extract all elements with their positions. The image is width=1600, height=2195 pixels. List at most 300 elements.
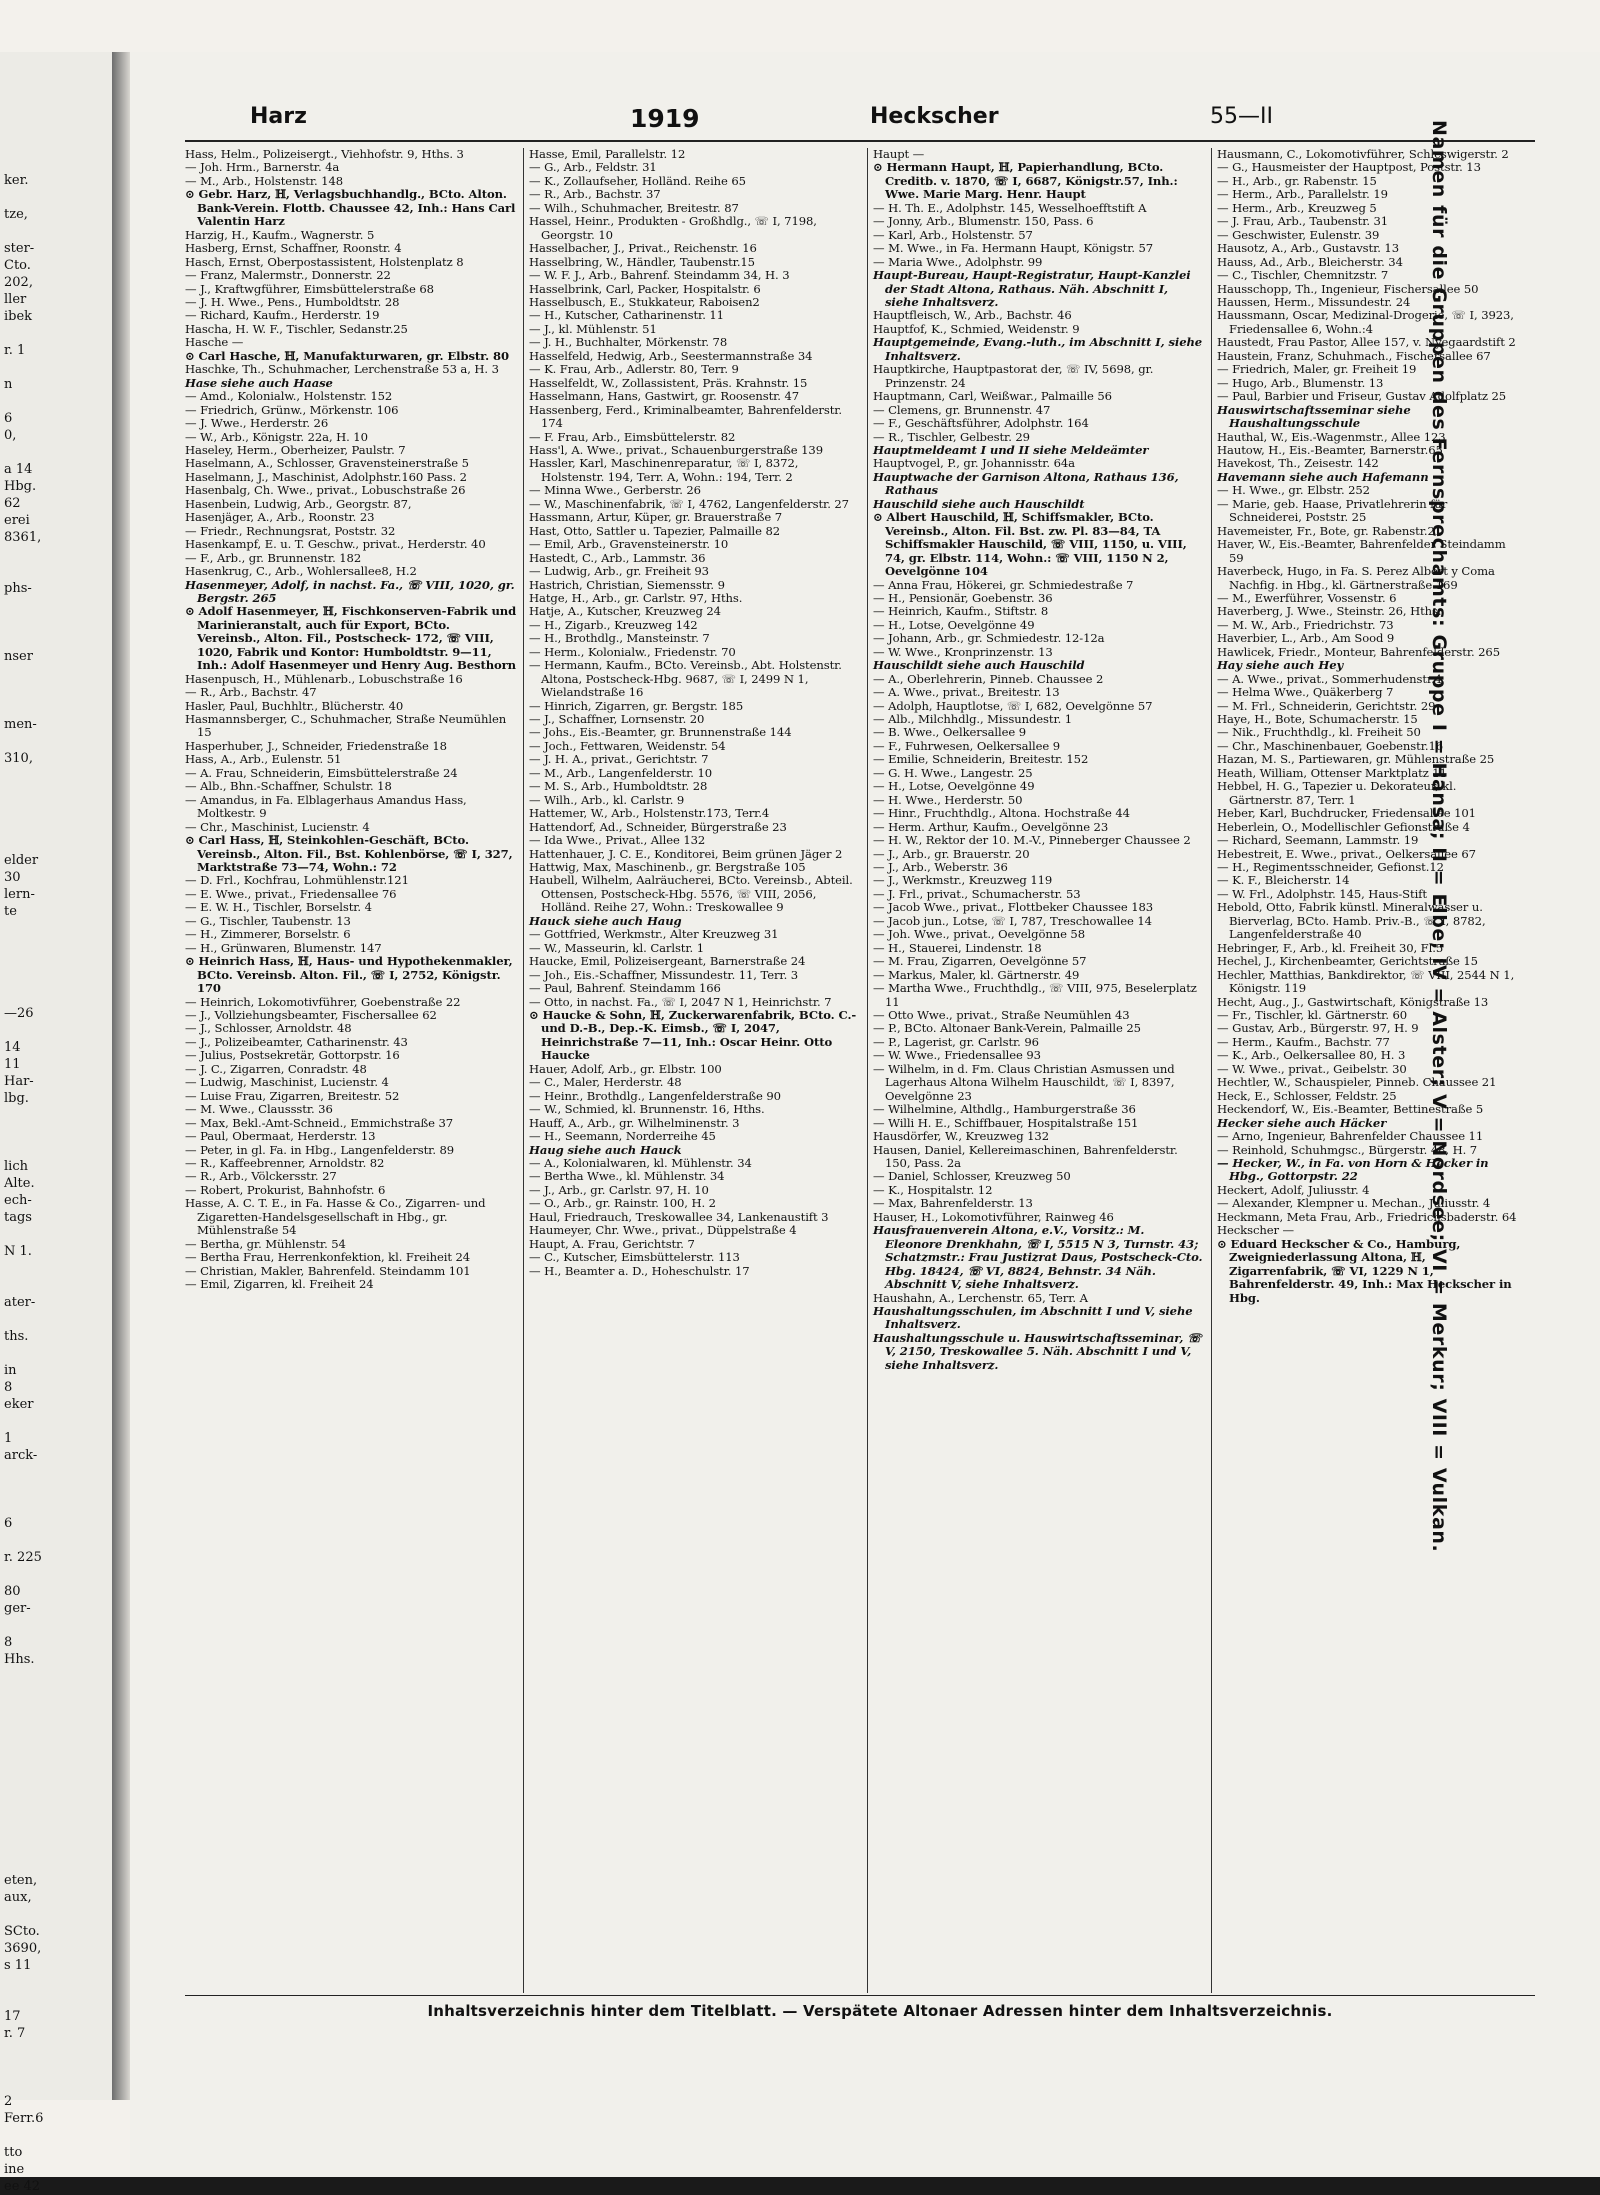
directory-entry: Hast, Otto, Sattler u. Tapezier, Palmaille 82 xyxy=(529,523,781,538)
directory-entry: Hauptgemeinde, Evang.-luth., im Abschnitt I, siehe Inhaltsverz. xyxy=(873,335,1203,363)
previous-page-fragment xyxy=(4,988,108,1005)
previous-page-fragment: Har- xyxy=(4,1074,34,1089)
directory-entry: Hasenkampf, E. u. T. Geschw., privat., Herderstr. 40 xyxy=(185,537,486,552)
exchange-group-legend: Namen für die Gruppen des Fernsprechamts: Gruppe I = Hansa; II = Elbe; IV = Alster; V = Nordsee; VI = Merkur; VIII = Vulkan. xyxy=(1428,120,1450,1553)
directory-entry: Hausen, Daniel, Kellereimaschinen, Bahrenfelderstr. 150, Pass. 2a xyxy=(873,1142,1178,1170)
directory-entry: — J., Werkmstr., Kreuzweg 119 xyxy=(873,873,1053,888)
directory-entry: Haupt — xyxy=(873,147,925,161)
directory-entry: — Richard, Seemann, Lammstr. 19 xyxy=(1217,833,1419,848)
directory-entry: ⊙ Carl Hasche, ℍ, Manufakturwaren, gr. Elbstr. 80 xyxy=(185,348,509,363)
previous-page-fragment: a 14 xyxy=(4,462,33,477)
directory-entry: Hauptmann, Carl, Weißwar., Palmaille 56 xyxy=(873,389,1112,404)
directory-entry: — H., Seemann, Norderreihe 45 xyxy=(529,1129,716,1144)
directory-entry: Hattenhauer, J. C. E., Konditorei, Beim grünen Jäger 2 xyxy=(529,846,843,861)
directory-entry: Havekost, Th., Zeisestr. 142 xyxy=(1217,456,1379,471)
previous-page-fragment xyxy=(4,1107,108,1124)
page-number: 55—II xyxy=(1210,104,1273,129)
directory-entry: — Ludwig, Arb., gr. Freiheit 93 xyxy=(529,564,709,579)
directory-entry: Hassmann, Artur, Küper, gr. Brauerstraße 7 xyxy=(529,510,783,525)
directory-entry: Haverberg, J. Wwe., Steinstr. 26, Hths. xyxy=(1217,604,1442,619)
previous-page-fragment xyxy=(4,1906,108,1923)
directory-entry: — Jacob jun., Lotse, ☏ I, 787, Treschowallee 14 xyxy=(873,913,1152,928)
previous-page-fragment: men- xyxy=(4,717,37,732)
directory-entry: — A. Frau, Schneiderin, Eimsbüttelerstraße 24 xyxy=(185,765,458,780)
directory-entry: — Chr., Maschinenbauer, Goebenstr.16 xyxy=(1217,738,1444,753)
directory-entry: Hasenbalg, Ch. Wwe., privat., Lobuschstraße 26 xyxy=(185,483,466,498)
directory-entry: — Bertha Frau, Herrenkonfektion, kl. Freiheit 24 xyxy=(185,1250,471,1265)
directory-entry: — Herm., Kolonialw., Friedenstr. 70 xyxy=(529,644,736,659)
directory-entry: — Herm., Arb., Kreuzweg 5 xyxy=(1217,200,1377,215)
previous-page-fragment: Cto. xyxy=(4,258,31,273)
previous-page-fragment xyxy=(4,1974,108,1991)
directory-entry: — F., Arb., gr. Brunnenstr. 182 xyxy=(185,550,362,565)
directory-entry: — Heinrich, Lokomotivführer, Goebenstraße 22 xyxy=(185,994,461,1009)
previous-page-fragment xyxy=(4,1787,108,1804)
directory-entry: — A. Wwe., privat., Sommerhudenstr.4 xyxy=(1217,671,1442,686)
directory-entry: — Heinrich, Kaufm., Stiftstr. 8 xyxy=(873,604,1049,619)
directory-entry: Hasselbrink, Carl, Packer, Hospitalstr. 6 xyxy=(529,281,761,296)
directory-entry: Heckendorf, W., Eis.-Beamter, Bettinestraße 5 xyxy=(1217,1102,1484,1117)
previous-page-fragment: 310, xyxy=(4,751,33,766)
directory-entry: — Wilhelm, in d. Fm. Claus Christian Asmussen und Lagerhaus Altona Wilhelm Hauschildt, ☏ I, 8397, Oevelgönne 23 xyxy=(873,1061,1175,1103)
previous-page-fragment: 6 xyxy=(4,411,13,426)
directory-entry: Hauschildt siehe auch Hauschild xyxy=(873,658,1085,673)
directory-entry: Haverbeck, Hugo, in Fa. S. Perez Albert y Coma Nachfig. in Hbg., kl. Gärtnerstraße 169 xyxy=(1217,564,1495,592)
directory-entry: — Alb., Milchhdlg., Missundestr. 1 xyxy=(873,712,1073,727)
directory-entry: — Franz, Malermstr., Donnerstr. 22 xyxy=(185,268,391,283)
directory-entry: — E. W. H., Tischler, Borselstr. 4 xyxy=(185,900,372,915)
directory-entry: Hassel, Heinr., Produkten - Großhdlg., ☏ I, 7198, Georgstr. 10 xyxy=(529,214,817,242)
directory-entry: — Hinr., Fruchthdlg., Altona. Hochstraße 44 xyxy=(873,806,1130,821)
directory-column-2 xyxy=(529,148,861,1993)
previous-page-fragment xyxy=(4,665,108,682)
directory-entry: Hasenmeyer, Adolf, in nachst. Fa., ☏ VIII, 1020, gr. Bergstr. 265 xyxy=(185,577,515,605)
previous-page-fragment: nser xyxy=(4,649,33,664)
directory-entry: — Friedr., Rechnungsrat, Poststr. 32 xyxy=(185,523,396,538)
directory-entry: Haushahn, A., Lerchenstr. 65, Terr. A xyxy=(873,1290,1088,1305)
directory-entry: — Ida Wwe., Privat., Allee 132 xyxy=(529,833,706,848)
previous-page-fragment: ater- xyxy=(4,1295,36,1310)
previous-page-fragment xyxy=(4,563,108,580)
directory-entry: Hass, A., Arb., Eulenstr. 51 xyxy=(185,752,342,767)
directory-column-3 xyxy=(873,148,1205,1993)
previous-page-fragment: te xyxy=(4,904,17,919)
directory-entry: Hauthal, W., Eis.-Wagenmstr., Allee 123 xyxy=(1217,429,1446,444)
directory-entry: — G., Tischler, Taubenstr. 13 xyxy=(185,913,351,928)
previous-page-fragment xyxy=(4,1719,108,1736)
previous-page-fragment xyxy=(4,1464,108,1481)
directory-entry: — R., Tischler, Gelbestr. 29 xyxy=(873,429,1030,444)
footer-rule xyxy=(185,1995,1535,1996)
directory-entry: — D. Frl., Kochfrau, Lohmühlenstr.121 xyxy=(185,873,409,888)
directory-entry: — Joh., Eis.-Schaffner, Missundestr. 11, Terr. 3 xyxy=(529,967,799,982)
directory-entry: Hecker siehe auch Häcker xyxy=(1217,1115,1387,1130)
previous-page-fragment xyxy=(4,1277,108,1294)
directory-entry: Hascha, H. W. F., Tischler, Sedanstr.25 xyxy=(185,321,408,336)
directory-entry: — W., Masseurin, kl. Carlstr. 1 xyxy=(529,940,704,955)
directory-entry: — G. H. Wwe., Langestr. 25 xyxy=(873,765,1033,780)
directory-entry: — Alexander, Klempner u. Mechan., Juliusstr. 4 xyxy=(1217,1196,1491,1211)
directory-entry: — Gustav, Arb., Bürgerstr. 97, H. 9 xyxy=(1217,1021,1419,1036)
directory-entry: — Herm., Arb., Parallelstr. 19 xyxy=(1217,187,1388,202)
directory-entry: Haselmann, A., Schlosser, Gravensteinerstraße 5 xyxy=(185,456,469,471)
previous-page-fragment: 8 xyxy=(4,1635,13,1650)
directory-entry: — J. C., Zigarren, Conradstr. 48 xyxy=(185,1061,367,1076)
directory-entry: Hauschild siehe auch Hauschildt xyxy=(873,496,1085,511)
directory-entry: Haushaltungsschulen, im Abschnitt I und V, siehe Inhaltsverz. xyxy=(873,1303,1193,1332)
directory-entry: Hasche — xyxy=(185,335,244,350)
previous-page-fragment xyxy=(4,1481,108,1498)
previous-page-fragment: ech- xyxy=(4,1193,32,1208)
directory-entry: — A., Oberlehrerin, Pinneb. Chaussee 2 xyxy=(873,671,1104,686)
directory-entry: Haver, W., Eis.-Beamter, Bahrenfelder Steindamm 59 xyxy=(1217,537,1506,565)
directory-entry: Haustedt, Frau Pastor, Allee 157, v. Nyegaardstift 2 xyxy=(1217,335,1516,350)
directory-entry: Hasperhuber, J., Schneider, Friedenstraße 18 xyxy=(185,738,447,753)
directory-entry: — Emil, Zigarren, kl. Freiheit 24 xyxy=(185,1277,374,1292)
previous-page-fragment xyxy=(4,546,108,563)
directory-entry: Hautow, H., Eis.-Beamter, Barnerstr.65 xyxy=(1217,442,1443,457)
directory-entry: Haupt-Bureau, Haupt-Registratur, Haupt-Kanzlei der Stadt Altona, Rathaus. Näh. Abschnitt I, siehe Inhaltsverz. xyxy=(873,268,1191,309)
previous-page-fragment xyxy=(4,1124,108,1141)
directory-entry: Hausdörfer, W., Kreuzweg 132 xyxy=(873,1129,1049,1144)
previous-page-fragment xyxy=(4,1702,108,1719)
directory-entry: Havemeister, Fr., Bote, gr. Rabenstr.21 xyxy=(1217,523,1442,538)
previous-page-fragment xyxy=(4,223,108,240)
header-right-keyword: Heckscher xyxy=(870,104,999,129)
directory-entry: — K., Arb., Oelkersallee 80, H. 3 xyxy=(1217,1048,1406,1063)
directory-entry: — H., Kutscher, Catharinenstr. 11 xyxy=(529,308,724,323)
directory-entry: ⊙ Albert Hauschild, ℍ, Schiffsmakler, BCto. Vereinsb., Alton. Fil. Bst. zw. Pl. 83—84, TA Schiffsmakler Hauschild, ☏ VIII, 1150, u. VIII, 74, gr. Elbstr. 114, Wohn.: ☏ VIII, 1150 N 2, Oevelgönne 104 xyxy=(873,510,1187,579)
directory-entry: — J. H., Buchhalter, Mörkenstr. 78 xyxy=(529,335,728,350)
directory-entry: — Wilh., Schuhmacher, Breitestr. 87 xyxy=(529,200,739,215)
directory-entry: Hebbel, H. G., Tapezier u. Dekorateur, kl. Gärtnerstr. 87, Terr. 1 xyxy=(1217,779,1457,807)
previous-page-fragment: r. 225 xyxy=(4,1550,42,1565)
directory-entry: — Arno, Ingenieur, Bahrenfelder Chaussee 11 xyxy=(1217,1129,1484,1144)
previous-page-fragment: in xyxy=(4,1363,17,1378)
directory-entry: — Minna Wwe., Gerberstr. 26 xyxy=(529,483,701,498)
directory-entry: — M. Wwe., Claussstr. 36 xyxy=(185,1102,333,1117)
previous-page-fragment: tze, xyxy=(4,207,28,222)
directory-entry: — J., Arb., gr. Carlstr. 97, H. 10 xyxy=(529,1182,709,1197)
directory-entry: — J., Vollziehungsbeamter, Fischersallee 62 xyxy=(185,1008,437,1022)
directory-entry: Haussmann, Oscar, Medizinal-Drogerie, ☏ I, 3923, Friedensallee 6, Wohn.:4 xyxy=(1217,308,1514,336)
previous-page-fragment: ths. xyxy=(4,1329,29,1344)
directory-entry: Hase siehe auch Haase xyxy=(185,375,333,390)
directory-entry: — Robert, Prokurist, Bahnhofstr. 6 xyxy=(185,1182,386,1197)
previous-page-fragment: eten, xyxy=(4,1873,38,1888)
previous-page-fragment: 2 xyxy=(4,2094,13,2109)
previous-page-fragment xyxy=(4,1838,108,1855)
previous-page-fragment xyxy=(4,801,108,818)
directory-entry: Heck, E., Schlosser, Feldstr. 25 xyxy=(1217,1088,1397,1103)
directory-entry: Hasselfeld, Hedwig, Arb., Seestermannstraße 34 xyxy=(529,348,813,363)
previous-page-fragment: ster- xyxy=(4,241,35,256)
directory-entry: — Amd., Kolonialw., Holstenstr. 152 xyxy=(185,389,393,404)
directory-entry: — Ludwig, Maschinist, Lucienstr. 4 xyxy=(185,1075,389,1090)
directory-entry: Haumeyer, Chr. Wwe., privat., Düppelstraße 4 xyxy=(529,1223,797,1238)
previous-page-fragment xyxy=(4,1022,108,1039)
directory-entry: — Markus, Maler, kl. Gärtnerstr. 49 xyxy=(873,967,1080,982)
directory-entry: — C., Tischler, Chemnitzstr. 7 xyxy=(1217,268,1389,283)
previous-page-fragment: r. 1 xyxy=(4,343,26,358)
directory-entry: Hauptfleisch, W., Arb., Bachstr. 46 xyxy=(873,308,1072,323)
directory-entry: Haselmann, J., Maschinist, Adolphstr.160 Pass. 2 xyxy=(185,469,467,484)
directory-entry: — Reinhold, Schuhmgsc., Bürgerstr. 48, H. 7 xyxy=(1217,1142,1478,1157)
previous-page-fragment xyxy=(4,2076,108,2093)
directory-entry: Hawlicek, Friedr., Monteur, Bahrenfelderstr. 265 xyxy=(1217,644,1500,659)
directory-entry: — H., Beamter a. D., Hoheschulstr. 17 xyxy=(529,1263,750,1278)
previous-page-fragment xyxy=(4,1668,108,1685)
previous-page-fragment: ibek xyxy=(4,309,33,324)
previous-page-fragment: ine xyxy=(4,2162,25,2177)
directory-entry: Heberlein, O., Modellischler Gefionstraße 4 xyxy=(1217,819,1470,834)
directory-entry: — Jacob Wwe., privat., Flottbeker Chaussee 183 xyxy=(873,900,1154,915)
directory-entry: — H., Zigarb., Kreuzweg 142 xyxy=(529,617,698,632)
directory-entry: — K., Zollaufseher, Holländ. Reihe 65 xyxy=(529,173,746,188)
directory-entry: — K. F., Bleicherstr. 14 xyxy=(1217,873,1350,888)
previous-page-fragment: 14 xyxy=(4,1040,21,1055)
directory-entry: — W. Frl., Adolphstr. 145, Haus-Stift xyxy=(1217,886,1427,901)
previous-page-fragment: Ferr.6 xyxy=(4,2111,44,2126)
directory-entry: Hasselbacher, J., Privat., Reichenstr. 16 xyxy=(529,241,757,256)
directory-entry: — Karl, Arb., Holstenstr. 57 xyxy=(873,227,1033,242)
directory-entry: Hasenkrug, C., Arb., Wohlersallee8, H.2 xyxy=(185,564,417,579)
previous-page-fragment: lern- xyxy=(4,887,35,902)
directory-entry: — Anna Frau, Hökerei, gr. Schmiedestraße 7 xyxy=(873,577,1134,592)
previous-page-fragment xyxy=(4,1141,108,1158)
directory-entry: Hasselbusch, E., Stukkateur, Raboisen2 xyxy=(529,294,760,309)
directory-entry: — Joh. Hrm., Barnerstr. 4a xyxy=(185,160,340,175)
directory-entry: — Maria Wwe., Adolphstr. 99 xyxy=(873,254,1043,269)
previous-page-fragment: tags xyxy=(4,1210,32,1225)
directory-entry: — Adolph, Hauptlotse, ☏ I, 682, Oevelgönne 57 xyxy=(873,698,1153,713)
previous-page-fragment xyxy=(4,835,108,852)
previous-page-fragment: 1 xyxy=(4,1431,13,1446)
directory-entry: — Paul, Bahrenf. Steindamm 166 xyxy=(529,981,721,996)
directory-entry: — Martha Wwe., Fruchthdlg., ☏ VIII, 975, Beselerplatz 11 xyxy=(873,981,1197,1009)
directory-entry: — H. Th. E., Adolphstr. 145, Wesselhoefftstift A xyxy=(873,200,1147,215)
directory-entry: — W. Wwe., privat., Geibelstr. 30 xyxy=(1217,1061,1407,1076)
directory-entry: — H., Grünwaren, Blumenstr. 147 xyxy=(185,940,382,955)
directory-entry: — Willi H. E., Schiffbauer, Hospitalstraße 151 xyxy=(873,1115,1139,1130)
directory-entry: — M., Arb., Holstenstr. 148 xyxy=(185,173,344,188)
directory-entry: — G., Hausmeister der Hauptpost, Poststr. 13 xyxy=(1217,160,1481,175)
directory-entry: Hauss, Ad., Arb., Bleicherstr. 34 xyxy=(1217,254,1403,269)
directory-entry: — H., Regimentsschneider, Gefionst.12 xyxy=(1217,860,1444,875)
directory-entry: Hasenjäger, A., Arb., Roonstr. 23 xyxy=(185,510,375,525)
directory-entry: — Richard, Kaufm., Herderstr. 19 xyxy=(185,308,380,323)
directory-entry: — Paul, Barbier und Friseur, Gustav Adolfplatz 25 xyxy=(1217,389,1507,404)
directory-entry: Hauff, A., Arb., gr. Wilhelminenstr. 3 xyxy=(529,1115,740,1130)
previous-page-fragment xyxy=(4,1821,108,1838)
directory-entry: ⊙ Haucke & Sohn, ℍ, Zuckerwarenfabrik, BCto. C.- und D.-B., Dep.-K. Eimsb., ☏ I, 2047, Heinrichstraße 7—11, Inh.: Oscar Heinr. Otto Haucke xyxy=(529,1008,857,1063)
previous-page-fragment xyxy=(4,1753,108,1770)
directory-entry: — Nik., Fruchthdlg., kl. Freiheit 50 xyxy=(1217,725,1421,740)
previous-page-fragment: r. 7 xyxy=(4,2026,26,2041)
directory-entry: ⊙ Eduard Heckscher & Co., Hamburg, Zweigniederlassung Altona, ℍ, Zigarrenfabrik, ☏ VI, 1229 N 1, Bahrenfelderstr. 49, Inh.: Max Heckscher in Hbg. xyxy=(1217,1236,1512,1305)
previous-page-fragment: phs- xyxy=(4,581,32,596)
previous-page-fragment xyxy=(4,699,108,716)
directory-entry: — W. Wwe., Friedensallee 93 xyxy=(873,1048,1041,1063)
directory-entry: — O., Arb., gr. Rainstr. 100, H. 2 xyxy=(529,1196,716,1211)
directory-entry: Hausotz, A., Arb., Gustavstr. 13 xyxy=(1217,241,1399,256)
directory-entry: — M. S., Arb., Humboldtstr. 28 xyxy=(529,779,708,794)
previous-page-edge xyxy=(0,52,114,2194)
directory-entry: — Christian, Makler, Bahrenfeld. Steindamm 101 xyxy=(185,1263,471,1278)
header-year: 1919 xyxy=(630,104,700,133)
previous-page-fragment xyxy=(4,954,108,971)
previous-page-fragment: 8 xyxy=(4,1380,13,1395)
directory-entry: — F., Geschäftsführer, Adolphstr. 164 xyxy=(873,416,1089,431)
directory-entry: Haye, H., Bote, Schumacherstr. 15 xyxy=(1217,712,1418,727)
directory-entry: Hastedt, C., Arb., Lammstr. 36 xyxy=(529,550,706,565)
directory-entry: Heckert, Adolf, Juliusstr. 4 xyxy=(1217,1182,1370,1197)
directory-entry: — Helma Wwe., Quäkerberg 7 xyxy=(1217,685,1394,700)
directory-entry: — H., Arb., gr. Rabenstr. 15 xyxy=(1217,173,1377,188)
previous-page-fragment xyxy=(4,1345,108,1362)
previous-page-fragment xyxy=(4,2059,108,2076)
previous-page-fragment: elder xyxy=(4,853,39,868)
side-margin-strip xyxy=(1400,120,1460,1960)
directory-entry: — Fr., Tischler, kl. Gärtnerstr. 60 xyxy=(1217,1008,1408,1022)
directory-entry: — H., Lotse, Oevelgönne 49 xyxy=(873,779,1035,794)
previous-page-fragment: lich xyxy=(4,1159,28,1174)
directory-entry: Haussen, Herm., Missundestr. 24 xyxy=(1217,294,1411,309)
directory-entry: Haushaltungsschule u. Hauswirtschaftsseminar, ☏ V, 2150, Treskowallee 5. Näh. Abschnitt I und V, siehe Inhaltsverz. xyxy=(873,1330,1202,1372)
directory-entry: Hattemer, W., Arb., Holstenstr.173, Terr.4 xyxy=(529,806,770,821)
directory-entry: Hauck siehe auch Haug xyxy=(529,913,682,928)
directory-entry: Haschke, Th., Schuhmacher, Lerchenstraße 53 a, H. 3 xyxy=(185,362,499,377)
previous-page-fragment: eker xyxy=(4,1397,34,1412)
directory-entry: — Amandus, in Fa. Elblagerhaus Amandus Hass, Moltkestr. 9 xyxy=(185,792,467,821)
directory-entry: Hechel, J., Kirchenbeamter, Gerichtstraße 15 xyxy=(1217,954,1478,969)
directory-entry: Haul, Friedrauch, Treskowallee 34, Lankenaustift 3 xyxy=(529,1209,829,1224)
previous-page-fragment xyxy=(4,1532,108,1549)
directory-entry: Hausschopp, Th., Ingenieur, Fischersallee 50 xyxy=(1217,281,1479,296)
directory-entry: — J., Schlosser, Arnoldstr. 48 xyxy=(185,1021,352,1036)
column-divider xyxy=(867,148,868,1993)
directory-entry: — Joch., Fettwaren, Weidenstr. 54 xyxy=(529,738,726,753)
directory-entry: — W., Schmied, kl. Brunnenstr. 16, Hths. xyxy=(529,1102,765,1117)
directory-entry: — G., Arb., Feldstr. 31 xyxy=(529,160,657,175)
directory-entry: — H., Brothdlg., Mansteinstr. 7 xyxy=(529,631,710,646)
previous-page-fragment xyxy=(4,1566,108,1583)
previous-page-fragment xyxy=(4,1991,108,2008)
previous-page-fragment xyxy=(4,1855,108,1872)
directory-column-4 xyxy=(1217,148,1517,1993)
directory-entry: — E. Wwe., privat., Friedensallee 76 xyxy=(185,886,397,901)
previous-page-fragment: aux, xyxy=(4,1890,32,1905)
previous-page-fragment: —26 xyxy=(4,1006,34,1021)
previous-page-fragment xyxy=(4,614,108,631)
previous-page-fragment: ee 42 xyxy=(4,2179,41,2194)
directory-entry: Hasselbring, W., Händler, Taubenstr.15 xyxy=(529,254,755,269)
directory-entry: Hasselmann, Hans, Gastwirt, gr. Roosenstr. 47 xyxy=(529,389,800,404)
previous-page-fragment xyxy=(4,920,108,937)
directory-entry: Hattwig, Max, Maschinenb., gr. Bergstraße 105 xyxy=(529,860,806,875)
directory-entry: — Joh. Wwe., privat., Oevelgönne 58 xyxy=(873,927,1085,942)
directory-entry: — Emilie, Schneiderin, Breitestr. 152 xyxy=(873,752,1089,767)
previous-page-fragment xyxy=(4,1311,108,1328)
directory-entry: Hausfrauenverein Altona, e.V., Vorsitz.: M. Eleonore Drenkhahn, ☏ I, 5515 N 3, Turnstr. 43; Schatzmstr.: Frau Justizrat Daus, Postscheck-Cto. Hbg. 18424, ☏ VI, 8824, Behnstr. 34 Näh. Abschnitt V, siehe Inhaltsverz. xyxy=(873,1223,1203,1292)
previous-page-fragments xyxy=(4,172,108,2194)
previous-page-fragment xyxy=(4,631,108,648)
directory-entry: Hasse, A. C. T. E., in Fa. Hasse & Co., Zigarren- und Zigaretten-Handelsgesellschaft in Hbg., gr. Mühlenstraße 54 xyxy=(185,1196,486,1238)
previous-page-fragment xyxy=(4,971,108,988)
directory-entry: — J., Kraftwgführer, Eimsbüttelerstraße 68 xyxy=(185,281,434,296)
directory-entry: ⊙ Heinrich Hass, ℍ, Haus- und Hypothekenmakler, BCto. Vereinsb. Alton. Fil., ☏ I, 2752, Königstr. 170 xyxy=(185,954,513,996)
previous-page-fragment: n xyxy=(4,377,13,392)
directory-entry: — Herm., Kaufm., Bachstr. 77 xyxy=(1217,1034,1390,1049)
directory-entry: Hauser, H., Lokomotivführer, Rainweg 46 xyxy=(873,1209,1114,1224)
directory-entry: Hauptkirche, Hauptpastorat der, ☏ IV, 5698, gr. Prinzenstr. 24 xyxy=(873,362,1154,390)
directory-entry: Hass, Helm., Polizeisergt., Viehhofstr. 9, Hths. 3 xyxy=(185,147,464,161)
directory-entry: — Hugo, Arb., Blumenstr. 13 xyxy=(1217,375,1384,390)
directory-entry: — J. H. Wwe., Pens., Humboldtstr. 28 xyxy=(185,294,400,309)
directory-entry: — M., Ewerführer, Vossenstr. 6 xyxy=(1217,590,1397,605)
previous-page-fragment: s 11 xyxy=(4,1958,32,1973)
previous-page-fragment: SCto. xyxy=(4,1924,40,1939)
previous-page-fragment: 62 xyxy=(4,496,21,511)
directory-entry: Hauptmeldeamt I und II siehe Meldeämter xyxy=(873,442,1149,457)
directory-entry: — K., Hospitalstr. 12 xyxy=(873,1182,993,1197)
directory-entry: Hauptwache der Garnison Altona, Rathaus 136, Rathaus xyxy=(873,469,1179,498)
directory-entry: — H. Wwe., gr. Elbstr. 252 xyxy=(1217,483,1370,498)
directory-entry: — Peter, in gl. Fa. in Hbg., Langenfelderstr. 89 xyxy=(185,1142,455,1157)
directory-entry: Haverbier, L., Arb., Am Sood 9 xyxy=(1217,631,1395,646)
directory-entry: Hasse, Emil, Parallelstr. 12 xyxy=(529,147,686,161)
directory-entry: — Paul, Obermaat, Herderstr. 13 xyxy=(185,1129,376,1144)
header-left-keyword: Harz xyxy=(250,104,307,129)
previous-page-fragment: erei xyxy=(4,513,30,528)
previous-page-fragment xyxy=(4,1226,108,1243)
directory-entry: — R., Arb., Bachstr. 37 xyxy=(529,187,661,202)
directory-entry: — A. Wwe., privat., Breitestr. 13 xyxy=(873,685,1060,700)
directory-entry: Hasenbein, Ludwig, Arb., Georgstr. 87, xyxy=(185,496,412,511)
directory-entry: Hebold, Otto, Fabrik künstl. Mineralwasser u. Bierverlag, BCto. Hamb. Priv.-B., ☏ I, 8782, Langenfelderstraße 40 xyxy=(1217,900,1486,942)
directory-entry: Hauswirtschaftsseminar siehe Haushaltungsschule xyxy=(1217,402,1411,431)
previous-page-fragment xyxy=(4,393,108,410)
directory-entry: Heckscher — xyxy=(1217,1223,1294,1238)
previous-page-fragment xyxy=(4,2127,108,2144)
directory-page xyxy=(130,52,1600,2177)
previous-page-fragment xyxy=(4,818,108,835)
directory-entry: — Friedrich, Grünw., Mörkenstr. 106 xyxy=(185,402,399,417)
directory-entry: — H., Zimmerer, Borselstr. 6 xyxy=(185,927,351,942)
previous-page-fragment xyxy=(4,359,108,376)
previous-page-fragment: lbg. xyxy=(4,1091,29,1106)
previous-page-fragment xyxy=(4,767,108,784)
previous-page-fragment xyxy=(4,189,108,206)
directory-entry: — Bertha Wwe., kl. Mühlenstr. 34 xyxy=(529,1169,725,1184)
directory-entry: Hasler, Paul, Buchhltr., Blücherstr. 40 xyxy=(185,698,404,713)
previous-page-fragment: tto xyxy=(4,2145,23,2160)
previous-page-fragment: 11 xyxy=(4,1057,21,1072)
directory-entry: Haucke, Emil, Polizeisergeant, Barnerstraße 24 xyxy=(529,954,806,969)
directory-entry: — Clemens, gr. Brunnenstr. 47 xyxy=(873,402,1051,417)
directory-entry: Haseley, Herm., Oberheizer, Paulstr. 7 xyxy=(185,442,406,457)
directory-entry: — R., Arb., Völckersstr. 27 xyxy=(185,1169,337,1184)
directory-entry: Heber, Karl, Buchdrucker, Friedensallee 101 xyxy=(1217,806,1476,821)
directory-entry: — Geschwister, Eulenstr. 39 xyxy=(1217,227,1380,242)
directory-entry: Hasmannsberger, C., Schuhmacher, Straße Neumühlen 15 xyxy=(185,712,507,740)
directory-entry: Hattendorf, Ad., Schneider, Bürgerstraße 23 xyxy=(529,819,787,834)
directory-entry: — P., Lagerist, gr. Carlstr. 96 xyxy=(873,1034,1039,1049)
directory-entry: — Jonny, Arb., Blumenstr. 150, Pass. 6 xyxy=(873,214,1094,229)
directory-entry: — J. H. A., privat., Gerichtstr. 7 xyxy=(529,752,709,767)
directory-entry: — J., Arb., gr. Brauerstr. 20 xyxy=(873,846,1030,861)
directory-entry: Hay siehe auch Hey xyxy=(1217,658,1344,673)
